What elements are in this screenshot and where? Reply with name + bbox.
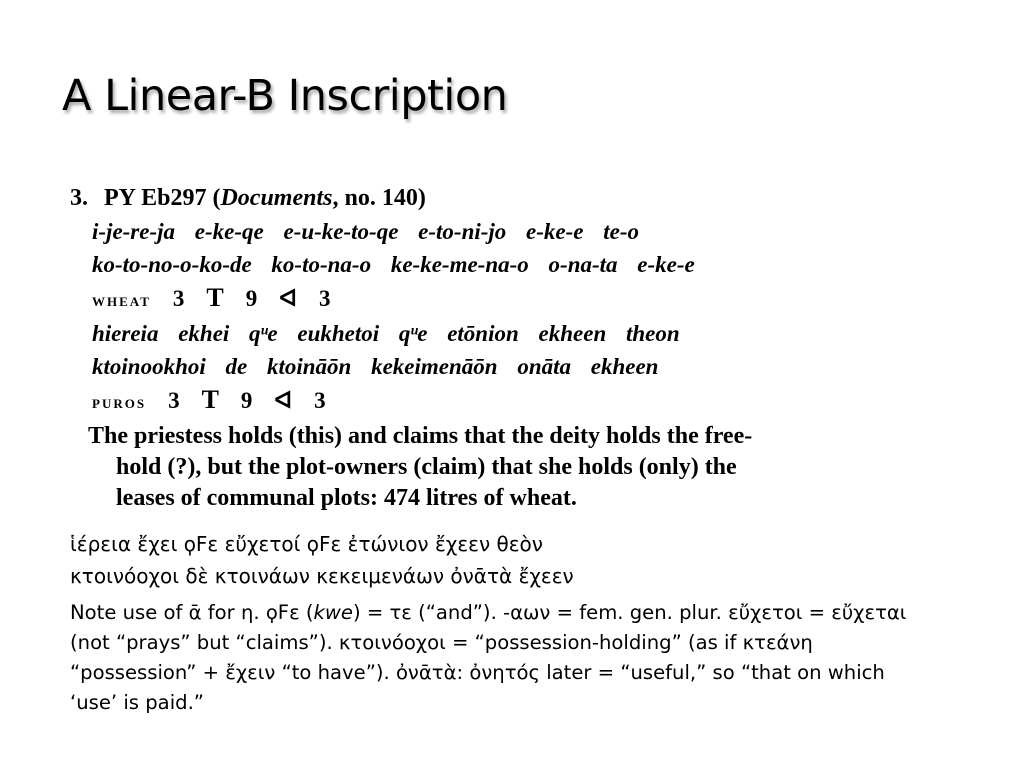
greek-line: ἱέρεια ἔχει ϙϜε εὔχετοί ϙϜε ἐτώνιον ἔχεεν θεὸν	[70, 532, 543, 556]
puros-label: puros	[92, 392, 147, 412]
measure-sign: T	[206, 283, 224, 312]
transliteration-line: hiereia ekhei qᵘe eukhetoi qᵘe etōnion ekheen theon	[92, 321, 680, 346]
translation-line: The priestess holds (this) and claims that the deity holds the free-	[88, 423, 753, 449]
note-line: “possession” + ἔχειν “to have”). ὀνᾱτὰ: ὀνητός later = “useful,” so “that on which	[70, 661, 885, 684]
tablet-reference: PY Eb297 (Documents, no. 140)	[104, 185, 426, 211]
measure-value: 3	[172, 286, 185, 311]
syllabic-line: i-je-re-ja e-ke-qe e-u-ke-to-qe e-to-ni-jo e-ke-e te-o	[92, 219, 640, 244]
measure-value: 9	[245, 286, 258, 311]
note-line: Note use of ᾱ for η. ϙϜε (kwe) = τε (“and”). -αων = fem. gen. plur. εὔχετοι = εὔχεται	[70, 601, 907, 624]
entry-number: 3.	[70, 185, 88, 211]
translation-line: leases of communal plots: 474 litres of wheat.	[116, 485, 577, 511]
greek-line: κτοινόοχοι δὲ κτοινάων κεκειμενάων ὀνᾱτὰ ἔχεεν	[70, 564, 574, 588]
note-line: ‘use’ is paid.”	[70, 691, 204, 714]
slide-title: A Linear-B Inscription	[62, 71, 508, 121]
kwe-term: kwe	[313, 601, 353, 624]
wheat-measure-line	[92, 281, 808, 317]
measure-sign: ᐊ	[274, 388, 293, 413]
transliteration-line: ktoinookhoi de ktoināōn kekeimenāōn onāta ekheen	[92, 354, 659, 379]
translation-line: hold (?), but the plot-owners (claim) that she holds (only) the	[116, 454, 737, 480]
measure-value: 9	[240, 388, 253, 413]
measure-value: 3	[168, 388, 180, 413]
note-line: (not “prays” but “claims”). κτοινόοχοι = “possession-holding” (as if κτεάνη	[70, 631, 813, 654]
greek-text	[70, 528, 574, 592]
measure-value: 3	[318, 286, 331, 311]
wheat-label: wheat	[92, 290, 151, 310]
tablet-heading	[70, 182, 808, 215]
measure-sign: T	[201, 385, 219, 414]
commentary-notes	[70, 598, 1018, 718]
syllabic-line: ko-to-no-o-ko-de ko-to-na-o ke-ke-me-na-o o-na-ta e-ke-e	[92, 252, 695, 277]
source-title: Documents	[220, 185, 333, 211]
english-translation	[88, 421, 808, 514]
measure-sign: ᐊ	[279, 286, 297, 311]
puros-measure-line	[92, 383, 808, 419]
measure-value: 3	[314, 388, 326, 413]
inscription-excerpt	[70, 182, 808, 514]
